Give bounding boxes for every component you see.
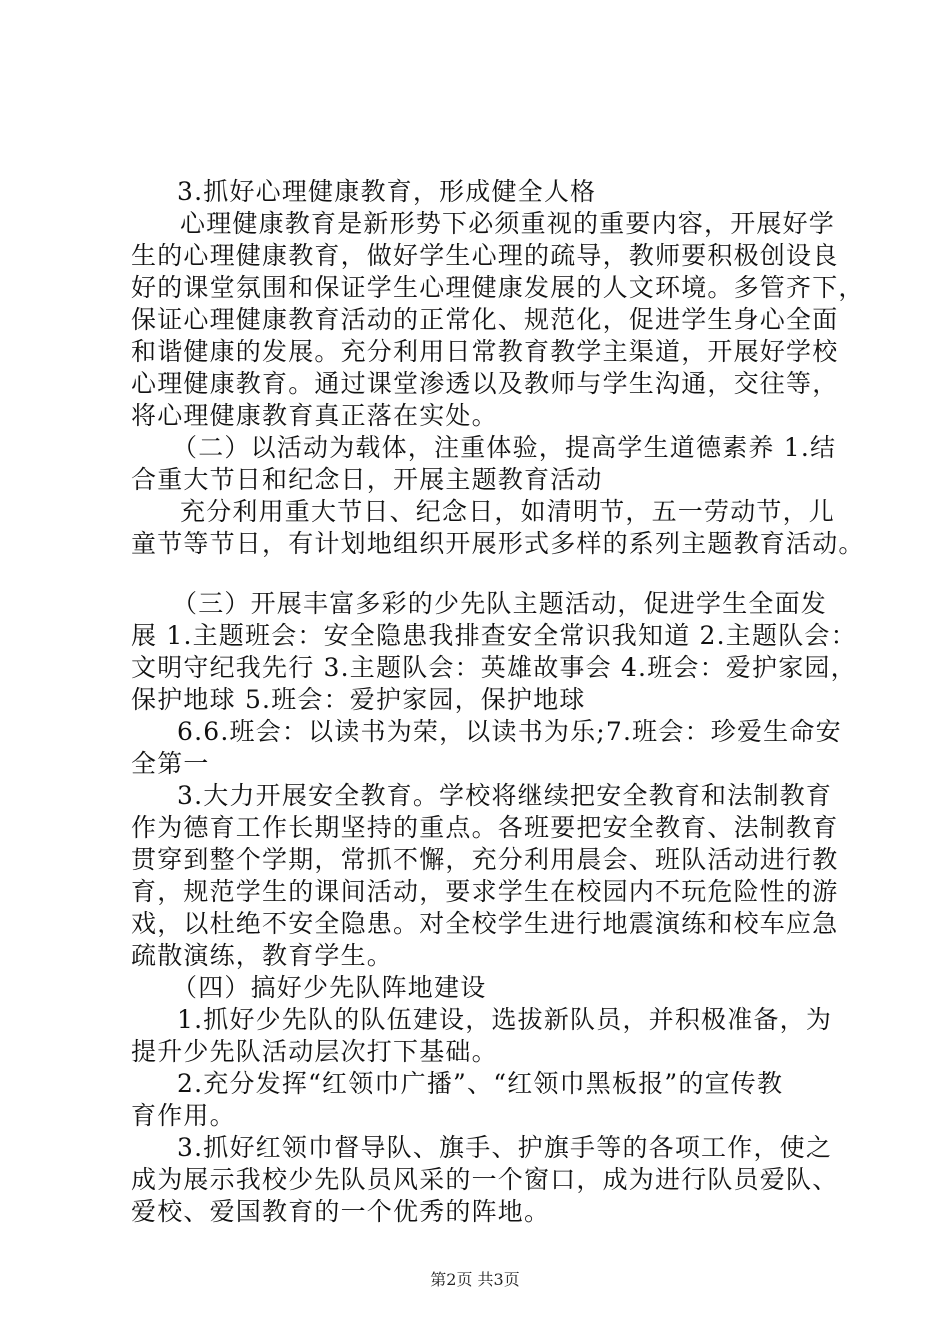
section-heading-2: （二）以活动为载体，注重体验，提高学生道德素养 1.结 [172, 433, 837, 462]
paragraph-line: 3.大力开展安全教育。学校将继续把安全教育和法制教育 [177, 781, 833, 810]
paragraph-line: 好的课堂氛围和保证学生心理健康发展的人文环境。多管齐下， [131, 273, 865, 302]
paragraph-line: 合重大节日和纪念日，开展主题教育活动 [131, 465, 603, 494]
paragraph-line: 心理健康教育。通过课堂渗透以及教师与学生沟通，交往等， [131, 369, 839, 398]
paragraph-line: 心理健康教育是新形势下必须重视的重要内容，开展好学 [180, 209, 836, 238]
page-number-footer: 第2页 共3页 [430, 1270, 520, 1289]
paragraph-line: 3.抓好红领巾督导队、旗手、护旗手等的各项工作，使之 [177, 1133, 833, 1162]
paragraph-line: 疏散演练，教育学生。 [131, 941, 394, 970]
section-heading-3: （三）开展丰富多彩的少先队主题活动，促进学生全面发 [172, 589, 828, 618]
paragraph-line: 保护地球 5.班会：爱护家园，保护地球 [131, 685, 586, 714]
paragraph-line: 成为展示我校少先队员风采的一个窗口，成为进行队员爱队、 [131, 1165, 839, 1194]
paragraph-line: 全第一 [131, 749, 210, 778]
paragraph-line: 保证心理健康教育活动的正常化、规范化，促进学生身心全面 [131, 305, 839, 334]
paragraph-line: 提升少先队活动层次打下基础。 [131, 1037, 498, 1066]
paragraph-line: 展 1.主题班会：安全隐患我排查安全常识我知道 2.主题队会： [131, 621, 857, 650]
paragraph-line: 充分利用重大节日、纪念日，如清明节，五一劳动节，儿 [180, 497, 836, 526]
paragraph-line: 育作用。 [131, 1101, 236, 1130]
paragraph-line: 爱校、爱国教育的一个优秀的阵地。 [131, 1197, 551, 1226]
paragraph-line: 6.6.班会：以读书为荣，以读书为乐;7.班会：珍爱生命安 [177, 717, 842, 746]
paragraph-line: 戏，以杜绝不安全隐患。对全校学生进行地震演练和校车应急 [131, 909, 839, 938]
paragraph-line: 2.充分发挥“红领巾广播”、“红领巾黑板报”的宣传教 [177, 1069, 784, 1098]
paragraph-line: 1.抓好少先队的队伍建设，选拔新队员，并积极准备，为 [177, 1005, 833, 1034]
paragraph-line: 作为德育工作长期坚持的重点。各班要把安全教育、法制教育 [131, 813, 839, 842]
heading-psychological-health: 3.抓好心理健康教育，形成健全人格 [177, 177, 597, 206]
paragraph-line: 将心理健康教育真正落在实处。 [131, 401, 498, 430]
paragraph-line: 和谐健康的发展。充分利用日常教育教学主渠道，开展好学校 [131, 337, 839, 366]
paragraph-line: 育，规范学生的课间活动，要求学生在校园内不玩危险性的游 [131, 877, 839, 906]
paragraph-line: 童节等节日，有计划地组织开展形式多样的系列主题教育活动。 [131, 529, 865, 558]
section-heading-4: （四）搞好少先队阵地建设 [172, 973, 487, 1002]
paragraph-line: 文明守纪我先行 3.主题队会：英雄故事会 4.班会：爱护家园， [131, 653, 857, 682]
paragraph-line: 贯穿到整个学期，常抓不懈，充分利用晨会、班队活动进行教 [131, 845, 839, 874]
paragraph-line: 生的心理健康教育，做好学生心理的疏导，教师要积极创设良 [131, 241, 839, 270]
